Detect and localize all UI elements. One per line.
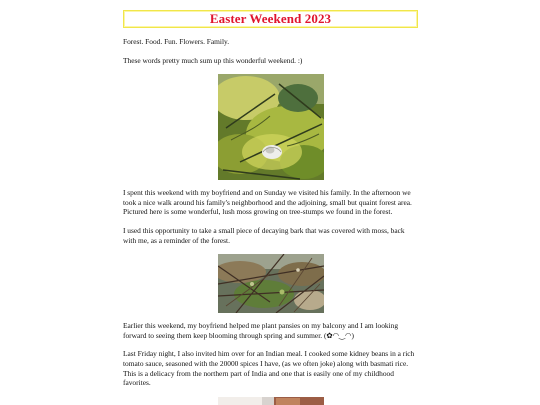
forest-branches-photo: [218, 254, 324, 313]
paragraph-pansies: Earlier this weekend, my boyfriend helped me plant pansies on my balcony and I am looking forward to seeing them keep blooming through spring and summer. (✿◠‿◠): [123, 321, 399, 340]
paragraph-indian-meal: Last Friday night, I also invited him over for an Indian meal. I cooked some kidney beans in a rich tomato sauce, seasoned with the 20000 spices I have, (as we often joke) along with basmati rice. This is a delicacy from the northern part of India and one that is easily one of my childhood favorites.: [123, 349, 415, 388]
paragraph-bark: I used this opportunity to take a small piece of decaying bark that was covered with moss, back with me, as a reminder of the forest.: [123, 225, 405, 245]
page-title: Easter Weekend 2023: [209, 11, 332, 26]
moss-snail-photo: [218, 74, 324, 180]
title-banner: [123, 10, 418, 28]
partial-next-photo: [218, 397, 324, 405]
paragraph-summary: These words pretty much sum up this wonderful weekend. :): [123, 55, 303, 65]
paragraph-intro: Forest. Food. Fun. Flowers. Family.: [123, 37, 230, 46]
paragraph-family-visit: I spent this weekend with my boyfriend and on Sunday we visited his family. In the afternoon we took a nice walk around his family's neighborhood and the adjoining, small but quaint forest area. Pictured here is some wonderful, lush moss growing on tree-stumps we found in the forest.: [123, 188, 412, 217]
blog-post-body: [123, 37, 418, 405]
